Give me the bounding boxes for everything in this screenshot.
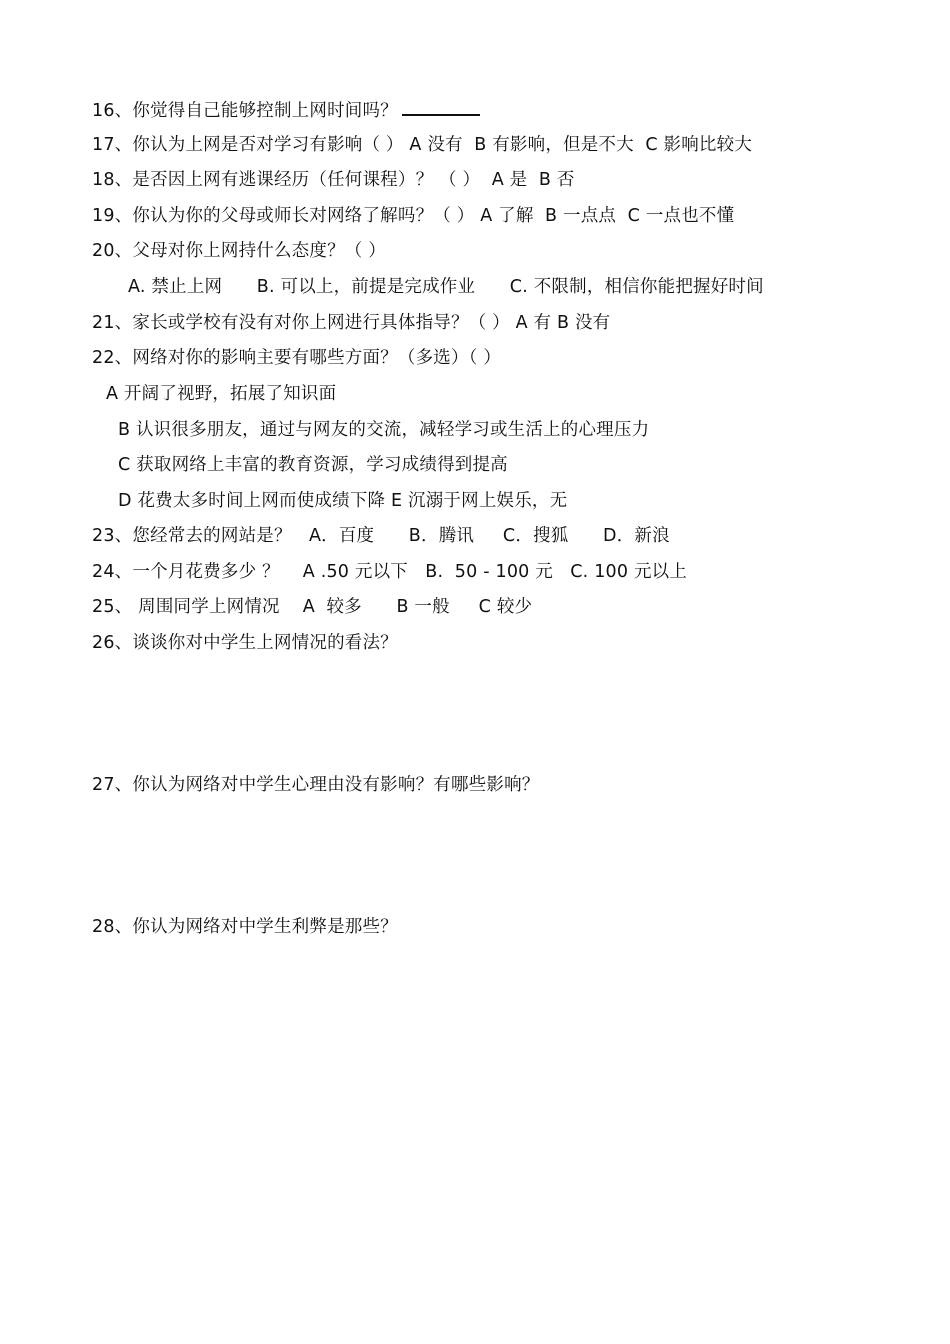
question-16-text: 16、你觉得自己能够控制上网时间吗？ (92, 101, 398, 121)
question-27: 27、你认为网络对中学生心理由没有影响？有哪些影响？ (92, 775, 540, 795)
question-18: 18、是否因上网有逃课经历（任何课程）？ （ ） A 是 B 否 (92, 170, 575, 190)
question-20-options: A. 禁止上网 B. 可以上，前提是完成作业 C. 不限制，相信你能把握好时间 (128, 277, 764, 297)
question-26: 26、谈谈你对中学生上网情况的看法？ (92, 633, 398, 653)
question-23: 23、您经常去的网站是？ A．百度 B．腾讯 C．搜狐 D．新浪 (92, 526, 670, 546)
question-22-option-c: C 获取网络上丰富的教育资源，学习成绩得到提高 (118, 455, 508, 475)
question-25: 25、 周围同学上网情况 A 较多 B 一般 C 较少 (92, 597, 533, 617)
answer-blank (402, 98, 480, 116)
question-22-option-b: B 认识很多朋友，通过与网友的交流，减轻学习或生活上的心理压力 (118, 420, 650, 440)
question-22-option-a: A 开阔了视野，拓展了知识面 (106, 384, 337, 404)
question-22-option-d: D 花费太多时间上网而使成绩下降 E 沉溺于网上娱乐，无 (118, 491, 568, 511)
question-20: 20、父母对你上网持什么态度？（ ） (92, 241, 386, 261)
question-24: 24、一个月花费多少 ？ A .50 元以下 B. 50 - 100 元 C. 100 元以上 (92, 562, 688, 582)
question-16 (92, 98, 480, 122)
question-28: 28、你认为网络对中学生利弊是那些？ (92, 917, 398, 937)
question-22: 22、网络对你的影响主要有哪些方面？（多选）（ ） (92, 348, 502, 368)
question-19: 19、你认为你的父母或师长对网络了解吗？（ ） A 了解 B 一点点 C 一点也不懂 (92, 206, 735, 226)
question-17: 17、你认为上网是否对学习有影响（ ） A 没有 B 有影响，但是不大 C 影响比较大 (92, 135, 753, 155)
question-21: 21、家长或学校有没有对你上网进行具体指导？（ ） A 有 B 没有 (92, 313, 611, 333)
